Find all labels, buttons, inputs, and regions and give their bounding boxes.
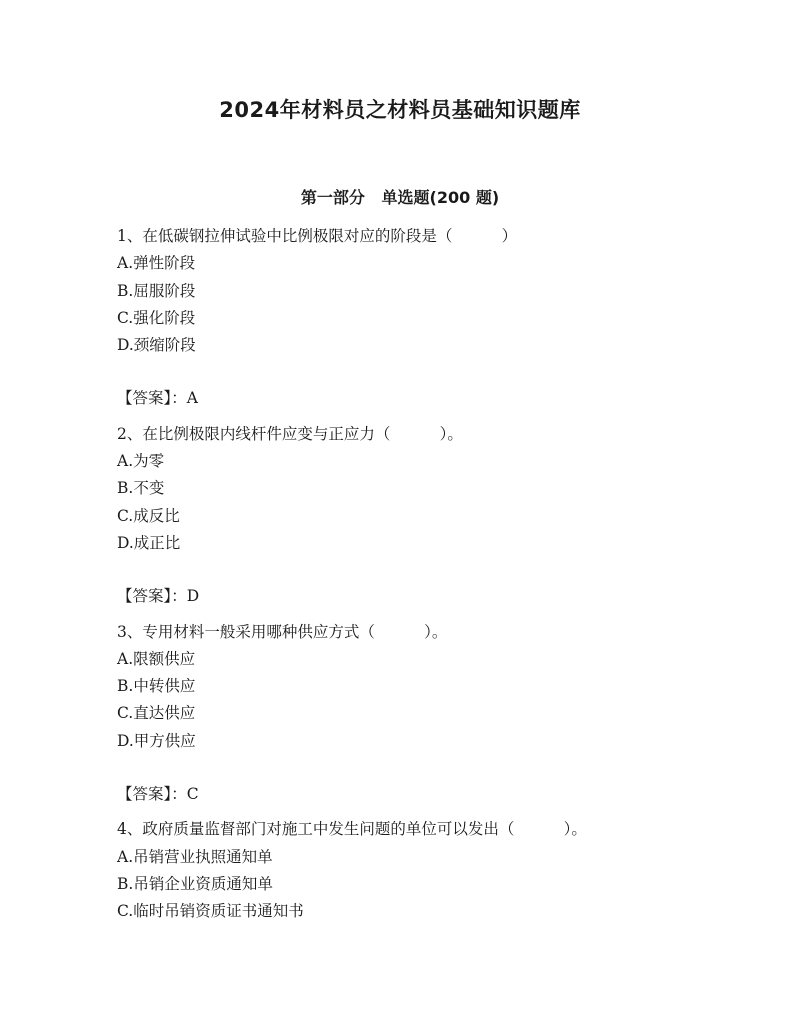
option-d: D.颈缩阶段 <box>117 336 196 355</box>
option-b: B.吊销企业资质通知单 <box>117 874 273 893</box>
question-list <box>117 223 737 926</box>
option-c: C.直达供应 <box>117 704 196 723</box>
option-a: A.限额供应 <box>117 649 196 668</box>
question-3 <box>117 619 737 809</box>
answer-line: 【答案】：D <box>117 587 200 606</box>
option-c: C.成反比 <box>117 506 180 525</box>
answer-line: 【答案】：C <box>117 785 199 804</box>
option-a: A.吊销营业执照通知单 <box>117 847 273 866</box>
question-4 <box>117 816 737 925</box>
option-b: B.屈服阶段 <box>117 281 196 300</box>
question-stem: 1、在低碳钢拉伸试验中比例极限对应的阶段是（ ） <box>117 227 518 245</box>
question-2 <box>117 421 737 611</box>
option-d: D.成正比 <box>117 533 181 552</box>
option-b: B.不变 <box>117 479 165 498</box>
option-b: B.中转供应 <box>117 677 196 696</box>
option-c: C.强化阶段 <box>117 308 196 327</box>
answer-line: 【答案】：A <box>117 389 198 408</box>
section-title: 第一部分 单选题(200 题) <box>300 188 500 207</box>
question-stem: 3、专用材料一般采用哪种供应方式（ ）。 <box>117 622 448 641</box>
option-a: A.弹性阶段 <box>117 254 196 273</box>
option-c: C.临时吊销资质证书通知书 <box>117 902 304 921</box>
question-1 <box>117 223 737 413</box>
question-stem: 4、政府质量监督部门对施工中发生问题的单位可以发出（ ）。 <box>117 820 587 839</box>
document-title: 2024年材料员之材料员基础知识题库 <box>219 98 581 122</box>
option-a: A.为零 <box>117 452 165 471</box>
option-d: D.甲方供应 <box>117 731 196 750</box>
question-stem: 2、在比例极限内线杆件应变与正应力（ ）。 <box>117 424 463 443</box>
